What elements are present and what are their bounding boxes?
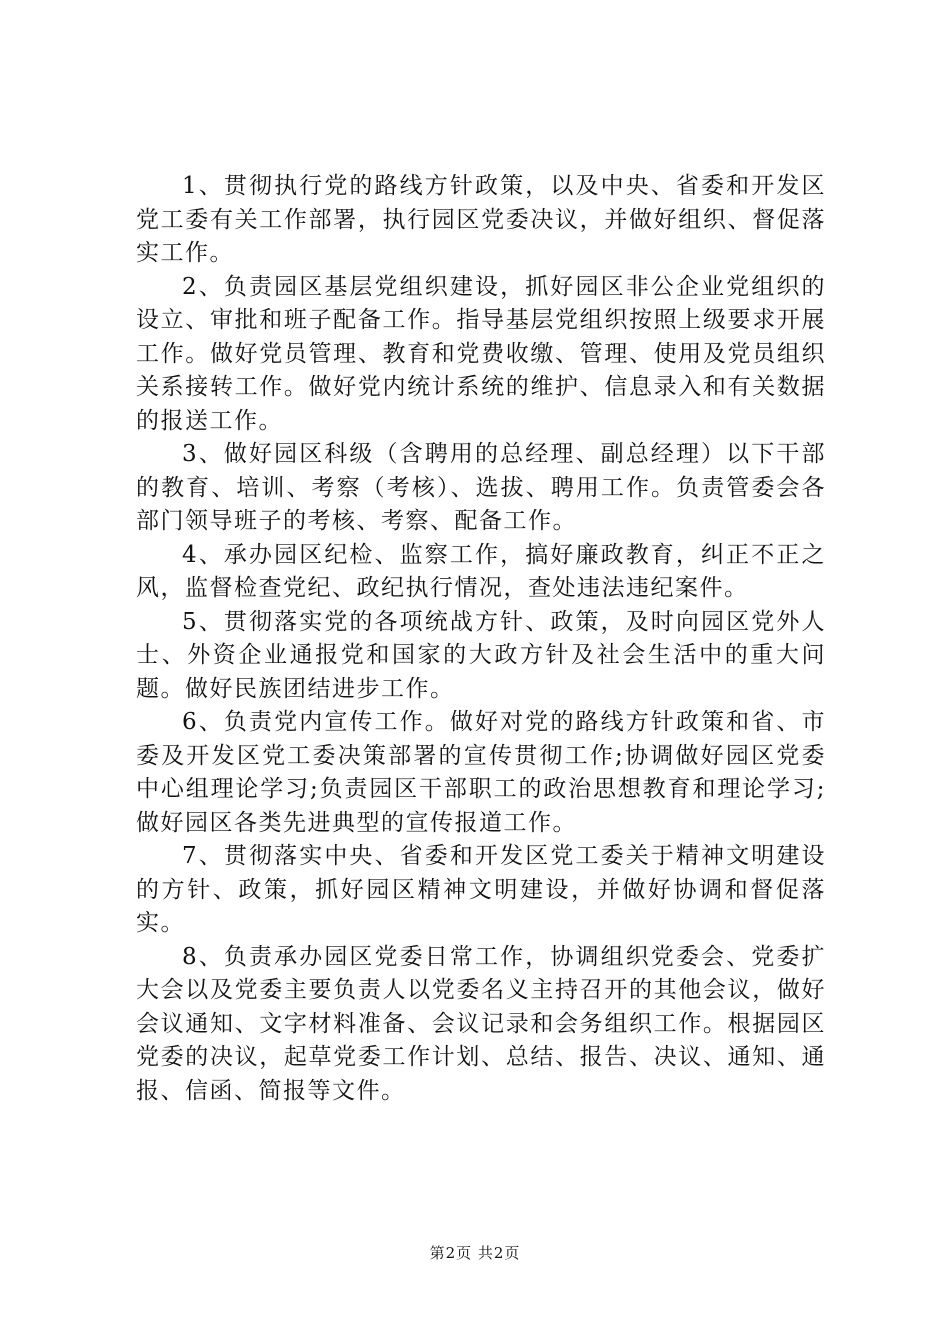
paragraph-6: 6、负责党内宣传工作。做好对党的路线方针政策和省、市委及开发区党工委决策部署的宣传贯彻工作;协调做好园区党委中心组理论学习;负责园区干部职工的政治思想教育和理论学习;做好园区各类先进典型的宣传报道工作。 — [136, 709, 826, 836]
paragraph-3: 3、做好园区科级（含聘用的总经理、副总经理）以下干部的教育、培训、考察（考核）、选拔、聘用工作。负责管委会各部门领导班子的考核、考察、配备工作。 — [136, 441, 826, 534]
document-body — [136, 170, 826, 1108]
paragraph-2: 2、负责园区基层党组织建设，抓好园区非公企业党组织的设立、审批和班子配备工作。指导基层党组织按照上级要求开展工作。做好党员管理、教育和党费收缴、管理、使用及党员组织关系接转工作。做好党内统计系统的维护、信息录入和有关数据的报送工作。 — [136, 273, 826, 434]
paragraph-7: 7、贯彻落实中央、省委和开发区党工委关于精神文明建设的方针、政策，抓好园区精神文明建设，并做好协调和督促落实。 — [136, 843, 826, 936]
paragraph-1: 1、贯彻执行党的路线方针政策，以及中央、省委和开发区党工委有关工作部署，执行园区党委决议，并做好组织、督促落实工作。 — [136, 173, 826, 266]
paragraph-8: 8、负责承办园区党委日常工作，协调组织党委会、党委扩大会以及党委主要负责人以党委名义主持召开的其他会议，做好会议通知、文字材料准备、会议记录和会务组织工作。根据园区党委的决议，起草党委工作计划、总结、报告、决议、通知、通报、信函、简报等文件。 — [136, 943, 826, 1104]
paragraph-4: 4、承办园区纪检、监察工作，搞好廉政教育，纠正不正之风，监督检查党纪、政纪执行情况，查处违法违纪案件。 — [136, 541, 826, 601]
paragraph-5: 5、贯彻落实党的各项统战方针、政策，及时向园区党外人士、外资企业通报党和国家的大政方针及社会生活中的重大问题。做好民族团结进步工作。 — [136, 608, 826, 702]
page-footer: 第2页 共2页 — [429, 1244, 521, 1262]
